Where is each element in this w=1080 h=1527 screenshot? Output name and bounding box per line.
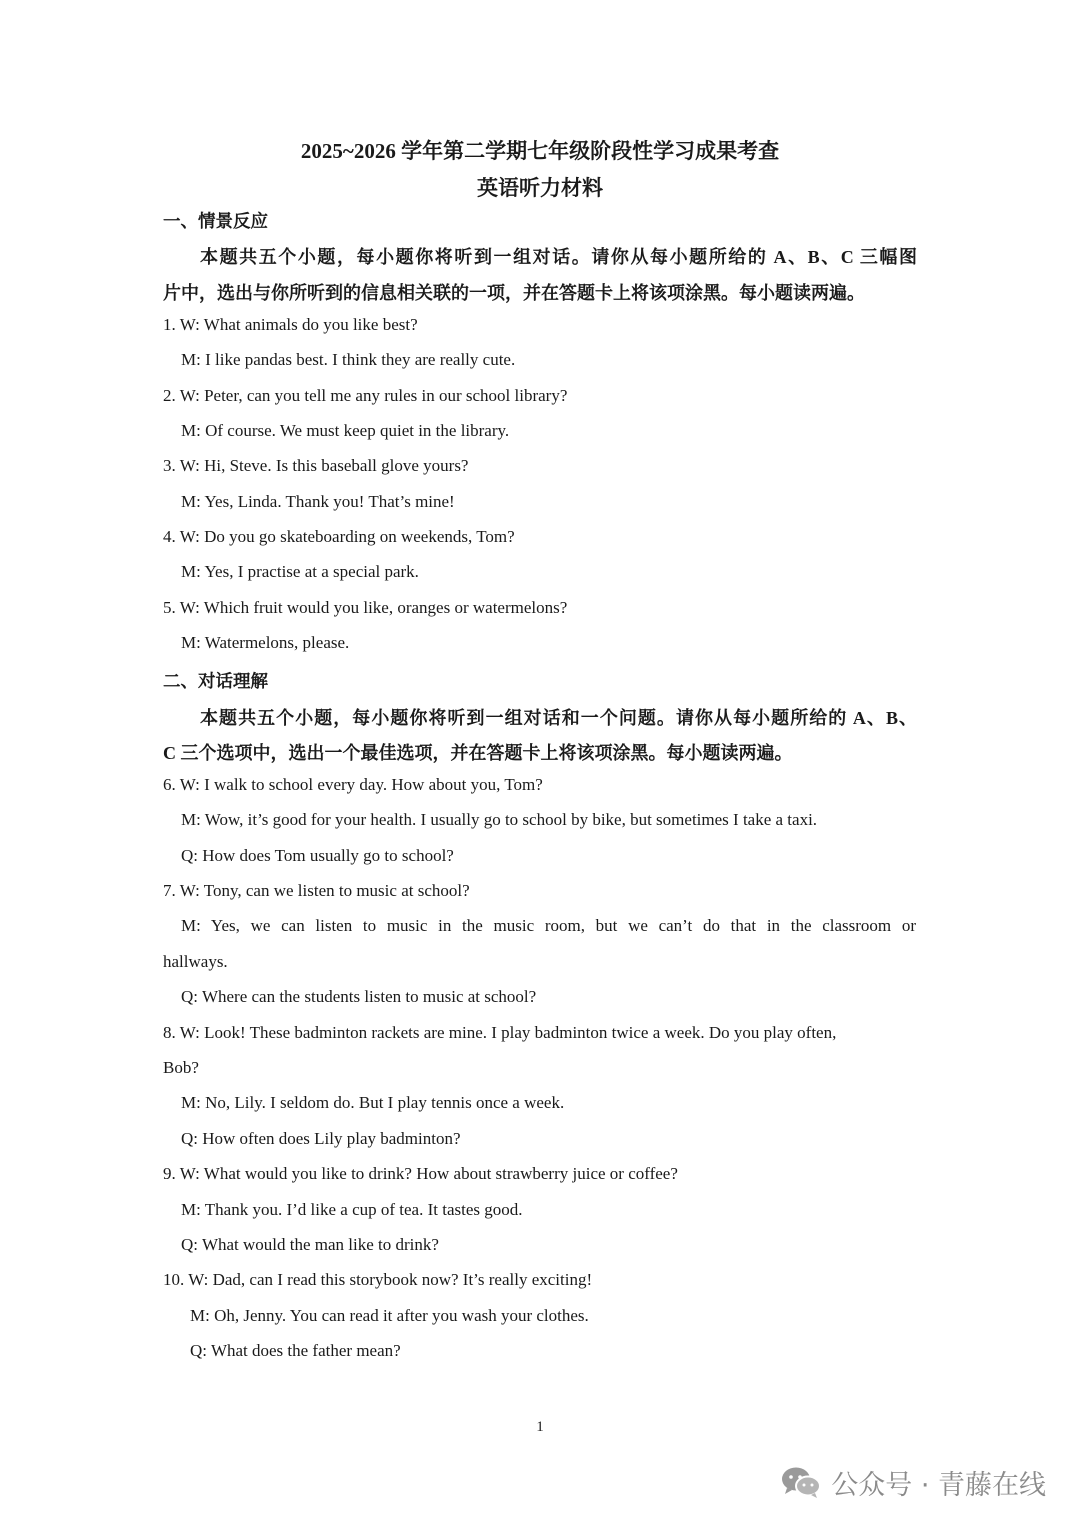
question-line: Q: Where can the students listen to music at school? (181, 987, 537, 1006)
dialog-line: hallways. (163, 952, 228, 971)
page-title: 2025~2026 学年第二学期七年级阶段性学习成果考查 (300, 139, 780, 163)
question-line: Q: What would the man like to drink? (181, 1235, 439, 1254)
section2-heading: 二、对话理解 (163, 671, 268, 691)
dialog-line: 4. W: Do you go skateboarding on weekends, Tom? (163, 527, 515, 546)
dialog-line: M: Watermelons, please. (181, 633, 350, 652)
section1-heading: 一、情景反应 (163, 211, 268, 231)
dialog-line: 8. W: Look! These badminton rackets are mine. I play badminton twice a week. Do you play often, (163, 1023, 837, 1042)
question-line: Q: How does Tom usually go to school? (181, 846, 454, 865)
dialog-line: 5. W: Which fruit would you like, oranges or watermelons? (163, 598, 568, 617)
watermark-text: 公众号 · 青藤在线 (831, 1469, 1046, 1501)
watermark (779, 1462, 1046, 1502)
dialog-line: M: Thank you. I’d like a cup of tea. It tastes good. (181, 1200, 523, 1219)
dialog-line: M: Yes, Linda. Thank you! That’s mine! (181, 492, 455, 511)
dialog-line: M: Yes, I practise at a special park. (181, 562, 419, 581)
dialog-line: 9. W: What would you like to drink? How about strawberry juice or coffee? (163, 1164, 678, 1183)
dialog-line: 3. W: Hi, Steve. Is this baseball glove yours? (163, 456, 469, 475)
dialog-line: 10. W: Dad, can I read this storybook now? It’s really exciting! (163, 1270, 593, 1289)
section2-instruction-line2: C 三个选项中，选出一个最佳选项，并在答题卡上将该项涂黑。每小题读两遍。 (163, 743, 793, 763)
wechat-icon (779, 1464, 823, 1500)
page-subtitle: 英语听力材料 (477, 176, 603, 200)
dialog-line: M: Wow, it’s good for your health. I usually go to school by bike, but sometimes I take a taxi. (181, 810, 818, 829)
section2-instruction-line1: 本题共五个小题，每小题你将听到一组对话和一个问题。请你从每小题所给的 A、B、 (200, 708, 917, 728)
dialog-line: M: No, Lily. I seldom do. But I play tennis once a week. (181, 1093, 565, 1112)
section1-instruction-line1: 本题共五个小题，每小题你将听到一组对话。请你从每小题所给的 A、B、C 三幅图 (200, 247, 917, 267)
question-line: Q: How often does Lily play badminton? (181, 1129, 461, 1148)
page-number: 1 (536, 1419, 544, 1435)
dialog-line: 2. W: Peter, can you tell me any rules in our school library? (163, 386, 568, 405)
dialog-line: Bob? (163, 1058, 199, 1077)
dialog-line: M: Oh, Jenny. You can read it after you wash your clothes. (190, 1306, 589, 1325)
dialog-line: M: Yes, we can listen to music in the music room, but we can’t do that in the classroom or (181, 916, 916, 935)
dialog-line: M: I like pandas best. I think they are really cute. (181, 350, 516, 369)
question-line: Q: What does the father mean? (190, 1341, 401, 1360)
dialog-line: M: Of course. We must keep quiet in the library. (181, 421, 510, 440)
dialog-line: 1. W: What animals do you like best? (163, 315, 418, 334)
dialog-line: 7. W: Tony, can we listen to music at school? (163, 881, 470, 900)
section1-instruction-line2: 片中，选出与你所听到的信息相关联的一项，并在答题卡上将该项涂黑。每小题读两遍。 (163, 283, 865, 303)
dialog-line: 6. W: I walk to school every day. How about you, Tom? (163, 775, 543, 794)
